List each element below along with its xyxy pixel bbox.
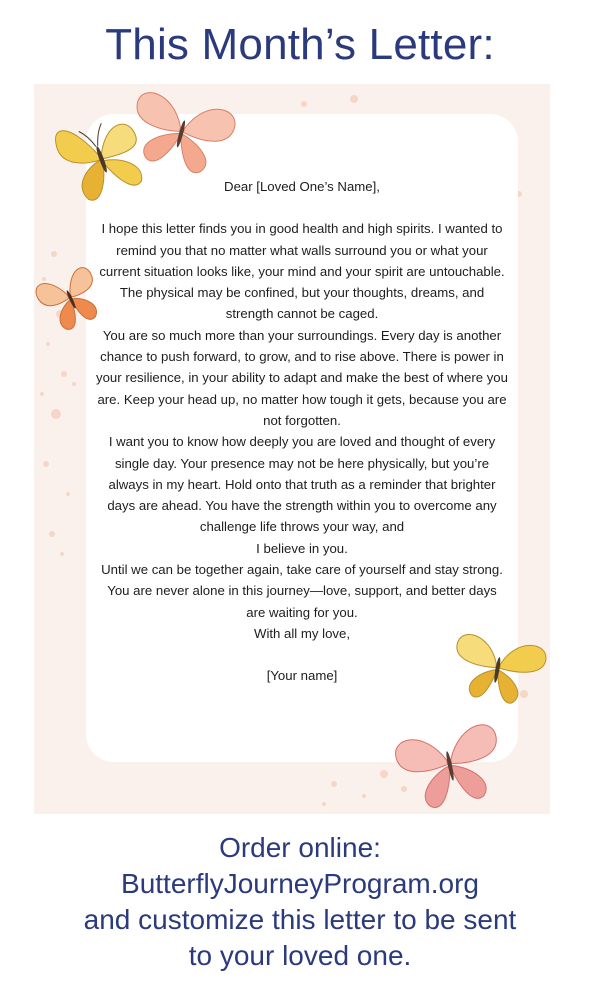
orange-butterfly-icon [34,256,104,336]
letter-closing: With all my love, [254,625,350,641]
letter-body [96,176,508,687]
letter-signature: [Your name] [266,668,338,684]
letter-paragraph: I hope this letter finds you in good health and high spirits. I wanted to remind you that no matter what walls surround you or what your current situation looks like, your mind and your spirit are untouchable. The physical may be confined, but your thoughts, dreams, and strength cannot be caged. [99,221,505,322]
letter-paragraph: I want you to know how deeply you are loved and thought of every single day. Your presence may not be here physically, but you’re always in my heart. Hold onto that truth as a reminder that brighter days are ahead. You have the strength within you to overcome any challenge life throws your way, and [107,434,497,535]
customize-text-continued: to your loved one. [188,940,412,971]
letter-greeting: Dear [Loved One’s Name], [224,179,380,194]
peach-butterfly-icon [122,84,242,176]
page-title: This Month’s Letter: [105,20,495,69]
letter-paragraph: You are so much more than your surroundings. Every day is another chance to push forward, to grow, and to rise above. There is power in your resilience, in your ability to adapt and make the best of where you are. Keep your head up, no matter how tough it gets, because you are not forgotten. [96,327,508,428]
order-online-label: Order online: [219,832,381,863]
pink-butterfly-icon [390,710,508,812]
letter-paragraph: I believe in you. [256,540,348,556]
letter-paragraph: Until we can be together again, take care of yourself and stay strong. You are never alone in this journey—love, support, and better days are waiting for you. [101,562,503,620]
website-link[interactable]: ButterflyJourneyProgram.org [121,868,479,899]
customize-text: and customize this letter to be sent [83,904,517,935]
order-info [0,830,600,974]
